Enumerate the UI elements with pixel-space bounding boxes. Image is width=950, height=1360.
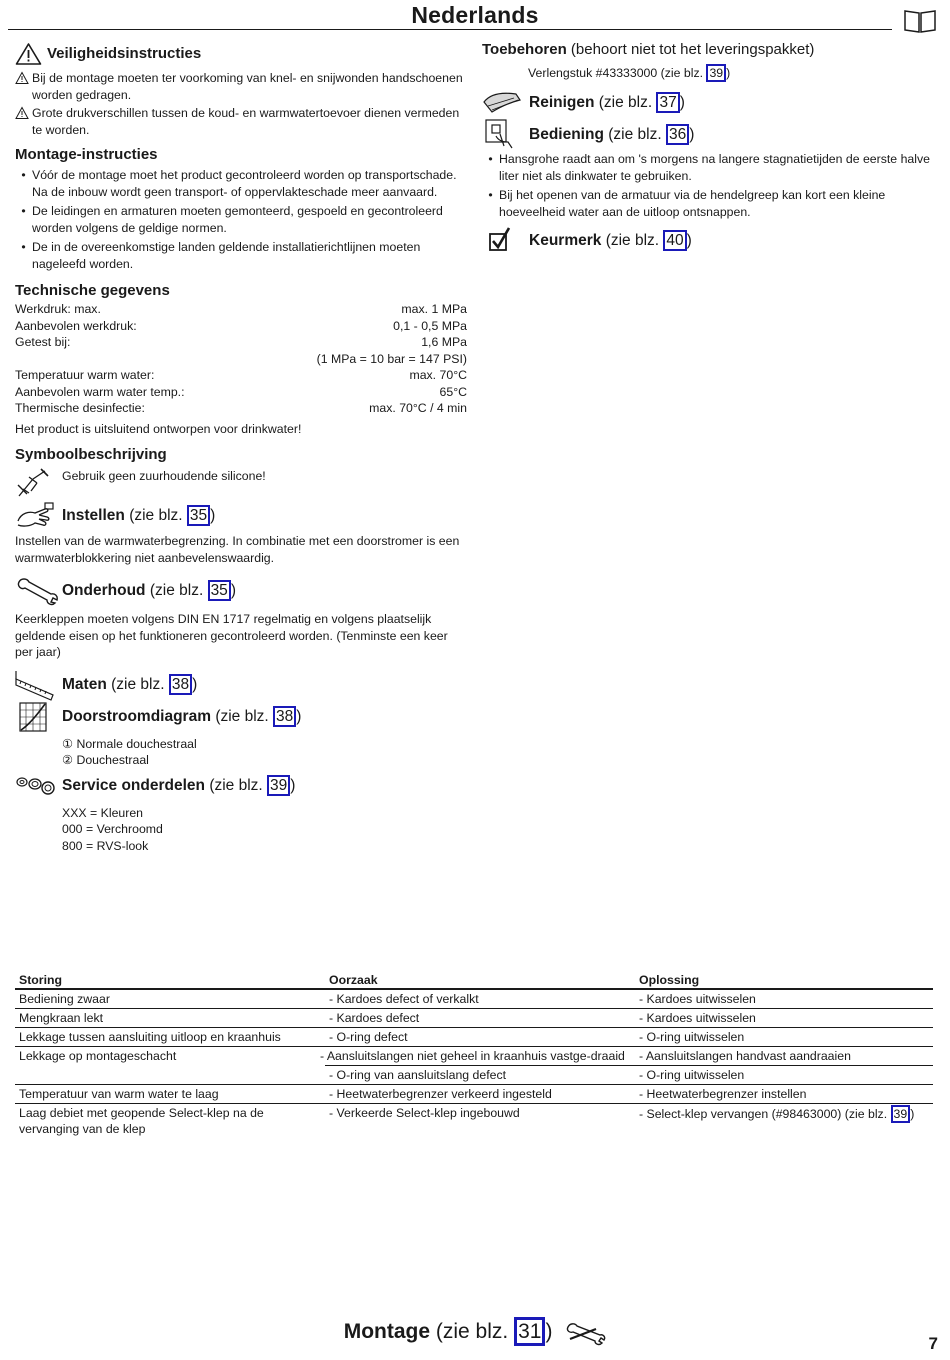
montage-instruction-item: • De in de overeenkomstige landen geldende installatierichtlijnen moeten nageleefd worden. xyxy=(21,240,421,271)
safety-item xyxy=(15,70,467,103)
technical-data-table xyxy=(15,301,467,417)
montage-instruction-item: • Vóór de montage moet het product gecontroleerd worden op transportschade. Na de inbouw wordt geen transport- of oppervlakteschade meer aanvaard. xyxy=(21,168,457,199)
technical-row: Werkdruk: max. max. 1 MPa xyxy=(15,302,467,316)
technical-row: Aanbevolen warm water temp.: 65°C xyxy=(15,384,467,399)
service-title: Service onderdelen xyxy=(62,777,206,794)
checkmark-box-icon xyxy=(482,224,529,256)
left-column xyxy=(15,42,467,854)
legend-item: ② Douchestraal xyxy=(62,753,149,767)
table-row: Temperatuur van warm water te laag - Heetwaterbegrenzer verkeerd ingesteld - Heetwaterbegrenzer instellen xyxy=(15,1085,933,1104)
page-title: Nederlands xyxy=(411,2,539,28)
instellen-title: Instellen xyxy=(62,506,125,524)
silicone-gun-icon xyxy=(15,467,62,499)
montage-instruction-item: • De leidingen en armaturen moeten gemonteerd, gespoeld en gecontroleerd worden volgens de geldige normen. xyxy=(21,204,443,235)
adjust-hand-icon xyxy=(15,499,62,531)
flow-legend xyxy=(62,736,467,769)
no-acid-silicone-text: Gebruik geen zuurhoudende silicone! xyxy=(62,469,266,483)
color-code-item: XXX = Kleuren xyxy=(62,805,144,820)
instellen-text: Instellen van de warmwaterbegrenzing. In combinatie met een doorstromer is een warmwaterblokkering niet aanbevelenswaardig. xyxy=(15,534,460,565)
operation-hand-icon xyxy=(482,118,529,150)
page-link[interactable]: 38 xyxy=(169,674,192,695)
maten-title: Maten xyxy=(62,676,107,693)
instellen-heading: Instellen (zie blz. 35 ) xyxy=(15,499,467,531)
technical-data-title: Technische gegevens xyxy=(15,282,170,299)
technical-row: (1 MPa = 10 bar = 147 PSI) xyxy=(316,351,467,366)
tools-icon xyxy=(566,1321,606,1347)
bediening-item: • Bij het openen van de armatuur via de hendelgreep kan kort een kleine hoeveelheid water aan de uitloop ontsnappen. xyxy=(488,188,886,219)
service-heading: Service onderdelen (zie blz. 39 ) xyxy=(15,770,467,802)
keurmerk-title: Keurmerk xyxy=(529,231,602,249)
color-codes xyxy=(62,805,467,855)
bediening-item: • Hansgrohe raadt aan om 's morgens na langere stagnatietijden de eerste halve liter niet als dinkwater te gebruiken. xyxy=(488,152,930,183)
onderhoud-heading: Onderhoud (zie blz. 35 ) xyxy=(15,574,467,606)
drinking-water-note: Het product is uitsluitend ontworpen voor drinkwater! xyxy=(15,421,302,436)
montage-instructions-title: Montage-instructies xyxy=(15,146,158,163)
flow-diagram-icon xyxy=(15,701,62,733)
wrench-icon xyxy=(15,574,62,606)
onderhoud-title: Onderhoud xyxy=(62,581,146,599)
technical-row: Aanbevolen werkdruk: 0,1 - 0,5 MPa xyxy=(15,318,467,333)
page-link[interactable]: 38 xyxy=(273,706,296,727)
technical-row: Temperatuur warm water: max. 70°C xyxy=(15,368,467,382)
ruler-dimensions-icon xyxy=(15,669,62,701)
footer-montage: Montage (zie blz. 31 ) xyxy=(0,1317,950,1347)
no-acid-silicone-row xyxy=(15,467,467,499)
color-code-item: 800 = RVS-look xyxy=(62,838,149,853)
right-column xyxy=(482,40,932,256)
page-number: 7 xyxy=(928,1334,938,1353)
technical-row: Getest bij: 1,6 MPa xyxy=(15,335,467,349)
page-link[interactable]: 40 xyxy=(663,230,686,251)
accessories-heading xyxy=(482,40,932,60)
service-parts-icon xyxy=(15,770,62,802)
page-link[interactable]: 31 xyxy=(514,1317,545,1346)
page-link[interactable]: 35 xyxy=(187,505,210,526)
legend-item: ① Normale douchestraal xyxy=(62,736,197,751)
bediening-heading: Bediening (zie blz. 36 ) xyxy=(482,118,932,150)
column-header: Storing xyxy=(15,971,325,989)
troubleshooting-table xyxy=(15,971,933,1138)
page-link[interactable]: 36 xyxy=(666,124,689,145)
page-link[interactable]: 39 xyxy=(891,1105,911,1123)
table-row: Bediening zwaar - Kardoes defect of verkalkt - Kardoes uitwisselen xyxy=(15,989,933,1009)
header-rule xyxy=(8,29,892,30)
safety-item-text: Bij de montage moeten ter voorkoming van knel- en snijwonden handschoenen worden gedragen. xyxy=(32,71,463,102)
page-link[interactable]: 39 xyxy=(706,64,726,82)
table-row: Laag debiet met geopende Select-klep na de vervanging van de klep - Verkeerde Select-klep ingebouwd - Select-klep vervangen (#98463000) (zie blz. 39 ) xyxy=(19,1106,915,1136)
column-header: Oorzaak xyxy=(325,971,635,989)
manual-book-icon xyxy=(903,8,937,34)
page-link[interactable]: 35 xyxy=(208,580,231,601)
symbols-title: Symboolbeschrijving xyxy=(15,446,167,463)
warning-small-icon xyxy=(15,71,29,85)
maten-heading: Maten (zie blz. 38 ) xyxy=(15,669,467,701)
footer-title: Montage xyxy=(343,1320,431,1343)
table-header-row xyxy=(15,971,933,989)
doorstroom-heading: Doorstroomdiagram (zie blz. 38 ) xyxy=(15,701,467,733)
safety-item-text: Grote drukverschillen tussen de koud- en warmwatertoevoer dienen vermeden te worden. xyxy=(32,106,460,137)
page-link[interactable]: 39 xyxy=(267,775,290,796)
table-row: - O-ring van aansluitslang defect - O-ring uitwisselen xyxy=(15,1066,933,1085)
accessory-item: Verlengstuk #43333000 (zie blz. 39 ) xyxy=(528,66,731,80)
onderhoud-text: Keerkleppen moeten volgens DIN EN 1717 regelmatig en volgens plaatselijk geldende eisen op het funktioneren gecontroleerd worden. (Tenminste een keer per jaar) xyxy=(15,612,448,659)
cleaning-cloth-icon xyxy=(482,86,529,118)
warning-triangle-icon xyxy=(15,42,42,66)
table-row: Lekkage op montageschacht - Aansluitslangen niet geheel in kraanhuis vastge-draaid - Aansluitslangen handvast aandraaien xyxy=(15,1047,933,1066)
technical-row: Thermische desinfectie: max. 70°C / 4 min xyxy=(15,401,467,415)
table-row: Mengkraan lekt - Kardoes defect - Kardoes uitwisselen xyxy=(15,1009,933,1028)
table-row: Lekkage tussen aansluiting uitloop en kraanhuis - O-ring defect - O-ring uitwisselen xyxy=(15,1028,933,1047)
accessories-title: Toebehoren xyxy=(482,41,567,58)
reinigen-heading: Reinigen (zie blz. 37 ) xyxy=(482,86,932,118)
column-header: Oplossing xyxy=(635,971,933,989)
doorstroom-title: Doorstroomdiagram xyxy=(62,708,211,725)
reinigen-title: Reinigen xyxy=(529,93,595,111)
safety-item xyxy=(15,105,467,138)
accessories-subtitle: (behoort niet tot het leveringspakket) xyxy=(570,41,815,58)
warning-small-icon xyxy=(15,106,29,120)
safety-heading xyxy=(15,42,467,66)
safety-title: Veiligheidsinstructies xyxy=(47,45,202,62)
color-code-item: 000 = Verchroomd xyxy=(62,822,163,836)
keurmerk-heading: Keurmerk (zie blz. 40 ) xyxy=(482,224,932,256)
page-link[interactable]: 37 xyxy=(656,92,679,113)
bediening-title: Bediening xyxy=(529,125,604,143)
